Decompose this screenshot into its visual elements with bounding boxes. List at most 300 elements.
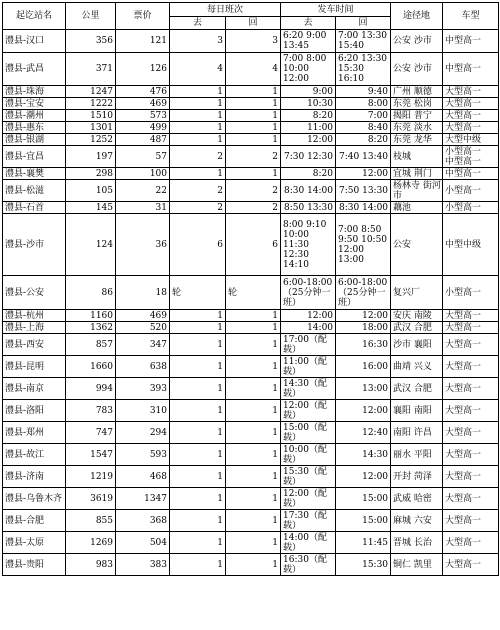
departure-go-cell [281, 466, 336, 488]
route-cell: 澧县-济南 [3, 466, 66, 488]
route-cell: 澧县-珠海 [3, 86, 66, 98]
table-row [3, 510, 499, 532]
departure-go-cell-line: 载） [283, 432, 302, 443]
departure-go-cell [281, 30, 336, 53]
departure-back-cell-line: 7:00 [367, 110, 389, 121]
departure-back-cell [336, 378, 391, 400]
vehicle-cell-line: 大型高一 [445, 86, 482, 97]
departure-back-cell [336, 202, 391, 214]
price-cell: 31 [116, 202, 170, 214]
route-cell: 澧县-贵阳 [3, 554, 66, 576]
via-cell [391, 276, 443, 310]
trips-back-cell: 1 [226, 110, 281, 122]
header-departure-time: 发车时间 [281, 3, 391, 17]
departure-go-cell-line: 6:20 9:00 [283, 31, 327, 41]
departure-go-cell-line: 载） [283, 388, 302, 399]
departure-back-cell [336, 488, 391, 510]
departure-go-cell-line: 17:30（配 [283, 510, 327, 521]
trips-back-cell: 4 [226, 53, 281, 86]
vehicle-cell [443, 400, 499, 422]
vehicle-cell [443, 510, 499, 532]
departure-back-cell-line: 7:50 13:30 [339, 185, 389, 196]
table-row [3, 53, 499, 86]
vehicle-cell [443, 444, 499, 466]
departure-go-cell [281, 146, 336, 168]
departure-back-cell [336, 98, 391, 110]
price-cell: 100 [116, 168, 170, 180]
via-cell-line: 东莞 龙华 [393, 134, 432, 145]
table-row [3, 30, 499, 53]
departure-go-cell [281, 356, 336, 378]
via-cell-line: 武威 哈密 [393, 493, 432, 504]
departure-go-cell-line: 12:00 [283, 74, 309, 84]
price-cell: 476 [116, 86, 170, 98]
departure-go-cell-line: 15:30（配 [283, 466, 327, 477]
trips-go-cell: 1 [170, 444, 226, 466]
route-cell: 澧县-公安 [3, 276, 66, 310]
distance-cell: 855 [66, 510, 116, 532]
trips-back-cell: 1 [226, 466, 281, 488]
route-cell: 澧县-合肥 [3, 510, 66, 532]
via-cell [391, 122, 443, 134]
price-cell: 499 [116, 122, 170, 134]
via-cell-line: 铜仁 凯里 [393, 559, 432, 570]
route-cell: 澧县-银湖 [3, 134, 66, 146]
departure-back-cell-line: 15:30 [362, 559, 389, 570]
trips-go-cell: 1 [170, 98, 226, 110]
via-cell [391, 214, 443, 276]
departure-go-cell-line: 8:00 9:10 [283, 219, 327, 230]
table-row [3, 422, 499, 444]
via-cell-line: 宜城 荆门 [393, 168, 432, 179]
departure-back-cell [336, 168, 391, 180]
distance-cell: 197 [66, 146, 116, 168]
trips-back-cell: 1 [226, 488, 281, 510]
via-cell [391, 98, 443, 110]
departure-back-cell-line: 8:20 [367, 134, 389, 145]
via-cell-line: 公安 沙市 [393, 36, 432, 46]
via-cell-line: 市 [393, 190, 403, 201]
price-cell: 383 [116, 554, 170, 576]
departure-go-cell-line: 载） [283, 564, 302, 575]
departure-back-cell-line: 13:00 [362, 383, 389, 394]
price-cell: 126 [116, 53, 170, 86]
via-cell [391, 334, 443, 356]
route-cell: 澧县-潮州 [3, 110, 66, 122]
departure-back-cell-line: 11:45 [362, 537, 389, 548]
route-cell: 澧县-南京 [3, 378, 66, 400]
departure-back-cell-line: 9:40 [367, 86, 389, 97]
trips-back-cell: 轮 [226, 276, 281, 310]
trips-back-cell: 1 [226, 532, 281, 554]
route-cell: 澧县-杭州 [3, 310, 66, 322]
vehicle-cell-line: 大型中级 [445, 134, 482, 145]
via-cell [391, 488, 443, 510]
distance-cell: 145 [66, 202, 116, 214]
vehicle-cell-line: 中型中级 [445, 239, 482, 250]
departure-go-cell-line: 8:20 [312, 168, 334, 179]
departure-go-cell-line: 8:50 13:30 [284, 202, 334, 213]
via-cell-line: 晋城 长治 [393, 537, 432, 548]
departure-back-cell-line: 18:00 [362, 322, 389, 333]
departure-back-cell-line: 15:00 [362, 493, 389, 504]
distance-cell: 857 [66, 334, 116, 356]
table-row [3, 146, 499, 168]
trips-go-cell: 1 [170, 554, 226, 576]
header-daily-trips: 每日班次 [170, 3, 281, 17]
via-cell-line: 沙市 襄阳 [393, 339, 432, 350]
via-cell [391, 378, 443, 400]
departure-go-cell-line: 14:30（配 [283, 378, 327, 389]
departure-go-cell [281, 214, 336, 276]
departure-go-cell-line: 12:00（配 [283, 488, 327, 499]
trips-back-cell: 2 [226, 146, 281, 168]
table-row [3, 276, 499, 310]
departure-go-cell [281, 86, 336, 98]
vehicle-cell-line: 中型高一 [445, 168, 482, 179]
trips-go-cell: 1 [170, 400, 226, 422]
via-cell [391, 110, 443, 122]
via-cell [391, 146, 443, 168]
route-cell: 澧县-宜昌 [3, 146, 66, 168]
departure-back-cell-line: 12:00 [338, 244, 364, 255]
price-cell: 468 [116, 466, 170, 488]
departure-back-cell [336, 356, 391, 378]
price-cell: 593 [116, 444, 170, 466]
departure-go-cell-line: 14:10 [283, 259, 309, 270]
via-cell-line: 杨林寺 街河 [393, 180, 441, 191]
table-row [3, 86, 499, 98]
price-cell: 18 [116, 276, 170, 310]
departure-back-cell-line: 12:00 [362, 168, 389, 179]
via-cell-line: 公安 [393, 239, 412, 250]
vehicle-cell [443, 356, 499, 378]
departure-go-cell-line: 12:00（配 [283, 400, 327, 411]
table-row [3, 98, 499, 110]
departure-back-cell-line: 16:10 [338, 74, 364, 84]
departure-back-cell-line: 12:00 [362, 405, 389, 416]
price-cell: 57 [116, 146, 170, 168]
departure-go-cell-line: 14:00（配 [283, 532, 327, 543]
table-row [3, 134, 499, 146]
departure-go-cell [281, 510, 336, 532]
departure-back-cell-line: 12:00 [362, 310, 389, 321]
via-cell-line: 武汉 合肥 [393, 383, 432, 394]
departure-go-cell-line: 11:00（配 [283, 356, 327, 367]
departure-go-cell [281, 322, 336, 334]
vehicle-cell [443, 180, 499, 202]
departure-back-cell-line: 12:40 [362, 427, 389, 438]
price-cell: 469 [116, 310, 170, 322]
departure-back-cell [336, 86, 391, 98]
via-cell-line: 东莞 淡水 [393, 122, 432, 133]
table-row [3, 400, 499, 422]
table-row [3, 110, 499, 122]
distance-cell: 1219 [66, 466, 116, 488]
departure-go-cell [281, 378, 336, 400]
via-cell-line: 公安 沙市 [393, 64, 432, 74]
trips-back-cell: 1 [226, 134, 281, 146]
price-cell: 121 [116, 30, 170, 53]
via-cell [391, 86, 443, 98]
vehicle-cell [443, 146, 499, 168]
distance-cell: 1510 [66, 110, 116, 122]
departure-go-cell-line: 15:00（配 [283, 422, 327, 433]
price-cell: 310 [116, 400, 170, 422]
departure-go-cell-line: 6:00-18:00 [283, 277, 333, 288]
vehicle-cell-line: 大型高一 [445, 361, 482, 372]
trips-go-cell: 1 [170, 488, 226, 510]
vehicle-cell [443, 86, 499, 98]
header-daily-back: 回 [226, 17, 281, 30]
price-cell: 520 [116, 322, 170, 334]
departure-back-cell [336, 53, 391, 86]
via-cell [391, 444, 443, 466]
vehicle-cell [443, 488, 499, 510]
trips-go-cell: 1 [170, 510, 226, 532]
distance-cell: 983 [66, 554, 116, 576]
trips-go-cell: 1 [170, 378, 226, 400]
departure-go-cell [281, 134, 336, 146]
route-cell: 澧县-石首 [3, 202, 66, 214]
trips-go-cell: 1 [170, 110, 226, 122]
table-row [3, 168, 499, 180]
departure-back-cell-line: 7:00 13:30 [338, 31, 388, 41]
departure-go-cell-line: 16:30（配 [283, 554, 327, 565]
departure-back-cell-line: 6:20 13:30 [338, 54, 388, 64]
departure-go-cell [281, 180, 336, 202]
vehicle-cell-line: 大型高一 [445, 383, 482, 394]
departure-go-cell-line: 17:00（配 [283, 334, 327, 345]
trips-go-cell: 1 [170, 356, 226, 378]
departure-back-cell [336, 554, 391, 576]
table-row [3, 444, 499, 466]
via-cell [391, 202, 443, 214]
distance-cell: 124 [66, 214, 116, 276]
trips-back-cell: 2 [226, 180, 281, 202]
departure-go-cell [281, 122, 336, 134]
departure-go-cell [281, 334, 336, 356]
departure-back-cell-line: 7:00 8:50 [338, 224, 382, 235]
route-cell: 澧县-乌鲁木齐 [3, 488, 66, 510]
table-row [3, 122, 499, 134]
departure-back-cell-line: 6:00-18:00 [338, 277, 388, 288]
distance-cell: 747 [66, 422, 116, 444]
distance-cell: 3619 [66, 488, 116, 510]
price-cell: 504 [116, 532, 170, 554]
vehicle-cell [443, 98, 499, 110]
via-cell-line: 枝城 [393, 151, 412, 162]
departure-go-cell-line: 12:00 [307, 134, 334, 145]
route-cell: 澧县-郑州 [3, 422, 66, 444]
header-price: 票价 [116, 3, 170, 30]
departure-back-cell-line: （25分钟一 [338, 287, 386, 298]
trips-back-cell: 1 [226, 378, 281, 400]
departure-go-cell [281, 532, 336, 554]
departure-go-cell [281, 488, 336, 510]
price-cell: 368 [116, 510, 170, 532]
vehicle-cell [443, 554, 499, 576]
header-daily-go: 去 [170, 17, 226, 30]
departure-go-cell [281, 168, 336, 180]
vehicle-cell [443, 532, 499, 554]
trips-back-cell: 1 [226, 444, 281, 466]
trips-go-cell: 1 [170, 86, 226, 98]
departure-go-cell-line: 8:30 14:00 [284, 185, 334, 196]
trips-go-cell: 6 [170, 214, 226, 276]
trips-go-cell: 1 [170, 134, 226, 146]
route-cell: 澧县-襄樊 [3, 168, 66, 180]
distance-cell: 1252 [66, 134, 116, 146]
vehicle-cell-line: 大型高一 [445, 339, 482, 350]
vehicle-cell-line: 中型高一 [445, 64, 482, 74]
departure-back-cell [336, 322, 391, 334]
departure-go-cell [281, 110, 336, 122]
departure-go-cell-line: （25分钟一 [283, 287, 331, 298]
route-cell: 澧县-太原 [3, 532, 66, 554]
distance-cell: 1301 [66, 122, 116, 134]
via-cell [391, 134, 443, 146]
departure-go-cell-line: 载） [283, 454, 302, 465]
price-cell: 469 [116, 98, 170, 110]
vehicle-cell [443, 466, 499, 488]
departure-go-cell-line: 11:00 [307, 122, 334, 133]
departure-go-cell-line: 10:00（配 [283, 444, 327, 455]
price-cell: 638 [116, 356, 170, 378]
route-cell: 澧县-武昌 [3, 53, 66, 86]
departure-go-cell-line: 8:20 [312, 110, 334, 121]
departure-go-cell-line: 10:30 [307, 98, 334, 109]
departure-go-cell-line: 载） [283, 498, 302, 509]
distance-cell: 1222 [66, 98, 116, 110]
departure-back-cell [336, 180, 391, 202]
departure-back-cell [336, 30, 391, 53]
trips-back-cell: 1 [226, 98, 281, 110]
trips-back-cell: 1 [226, 122, 281, 134]
vehicle-cell [443, 122, 499, 134]
departure-back-cell-line: 16:30 [362, 339, 389, 350]
via-cell-line: 安庆 南陵 [393, 310, 432, 321]
distance-cell: 994 [66, 378, 116, 400]
vehicle-cell-line: 中型高一 [445, 36, 482, 46]
vehicle-cell-line: 大型高一 [445, 98, 482, 109]
via-cell-line: 麻城 六安 [393, 515, 432, 526]
trips-back-cell: 1 [226, 310, 281, 322]
vehicle-cell [443, 322, 499, 334]
departure-back-cell-line: 15:00 [362, 515, 389, 526]
trips-go-cell: 1 [170, 168, 226, 180]
distance-cell: 1247 [66, 86, 116, 98]
via-cell-line: 广州 顺德 [393, 86, 432, 97]
vehicle-cell [443, 168, 499, 180]
via-cell [391, 53, 443, 86]
departure-go-cell-line: 7:30 12:30 [284, 151, 334, 162]
departure-go-cell-line: 载） [283, 520, 302, 531]
departure-go-cell [281, 310, 336, 322]
departure-go-cell-line: 班） [283, 297, 302, 308]
departure-back-cell-line: 12:00 [362, 471, 389, 482]
table-row [3, 488, 499, 510]
trips-back-cell: 1 [226, 510, 281, 532]
via-cell-line: 揭阳 普宁 [393, 110, 432, 121]
price-cell: 22 [116, 180, 170, 202]
departure-back-cell-line: 14:30 [362, 449, 389, 460]
via-cell [391, 180, 443, 202]
vehicle-cell [443, 53, 499, 86]
vehicle-cell-line: 小型高一 [445, 185, 482, 196]
departure-back-cell-line: 15:40 [338, 41, 364, 51]
route-cell: 澧县-惠东 [3, 122, 66, 134]
via-cell [391, 310, 443, 322]
route-cell: 澧县-上海 [3, 322, 66, 334]
route-cell: 澧县-西安 [3, 334, 66, 356]
trips-back-cell: 2 [226, 202, 281, 214]
header-vehicle: 车型 [443, 3, 499, 30]
departure-go-cell-line: 载） [283, 366, 302, 377]
departure-back-cell [336, 422, 391, 444]
trips-go-cell: 1 [170, 532, 226, 554]
trips-go-cell: 1 [170, 310, 226, 322]
trips-back-cell: 1 [226, 356, 281, 378]
vehicle-cell [443, 214, 499, 276]
trips-go-cell: 2 [170, 202, 226, 214]
distance-cell: 298 [66, 168, 116, 180]
vehicle-cell-line: 大型高一 [445, 322, 482, 333]
trips-go-cell: 3 [170, 30, 226, 53]
route-cell: 澧县-汉口 [3, 30, 66, 53]
trips-go-cell: 1 [170, 122, 226, 134]
via-cell-line: 丽水 平阳 [393, 449, 432, 460]
table-row [3, 334, 499, 356]
schedule-body [3, 30, 499, 576]
departure-go-cell-line: 载） [283, 344, 302, 355]
departure-back-cell [336, 466, 391, 488]
departure-go-cell [281, 554, 336, 576]
departure-go-cell-line: 13:45 [283, 41, 309, 51]
trips-go-cell: 1 [170, 322, 226, 334]
route-cell: 澧县-故江 [3, 444, 66, 466]
departure-go-cell-line: 9:00 [312, 86, 334, 97]
trips-go-cell: 1 [170, 422, 226, 444]
vehicle-cell [443, 110, 499, 122]
via-cell [391, 168, 443, 180]
via-cell [391, 510, 443, 532]
header-distance: 公里 [66, 3, 116, 30]
departure-go-cell [281, 444, 336, 466]
via-cell [391, 356, 443, 378]
price-cell: 1347 [116, 488, 170, 510]
via-cell-line: 复兴厂 [393, 287, 421, 298]
departure-back-cell [336, 334, 391, 356]
departure-back-cell-line: 16:00 [362, 361, 389, 372]
departure-back-cell-line: 8:00 [367, 98, 389, 109]
price-cell: 393 [116, 378, 170, 400]
trips-back-cell: 3 [226, 30, 281, 53]
header-route: 起讫站名 [3, 3, 66, 30]
departure-back-cell [336, 310, 391, 322]
via-cell-line: 南阳 许昌 [393, 427, 432, 438]
departure-back-cell-line: 8:30 14:00 [339, 202, 389, 213]
via-cell [391, 422, 443, 444]
trips-go-cell: 4 [170, 53, 226, 86]
via-cell-line: 武汉 合肥 [393, 322, 432, 333]
departure-back-cell-line: 8:40 [367, 122, 389, 133]
price-cell: 294 [116, 422, 170, 444]
departure-go-cell-line: 10:00 [283, 64, 309, 74]
trips-back-cell: 1 [226, 554, 281, 576]
vehicle-cell-line: 大型高一 [445, 310, 482, 321]
vehicle-cell-line: 大型高一 [445, 449, 482, 460]
